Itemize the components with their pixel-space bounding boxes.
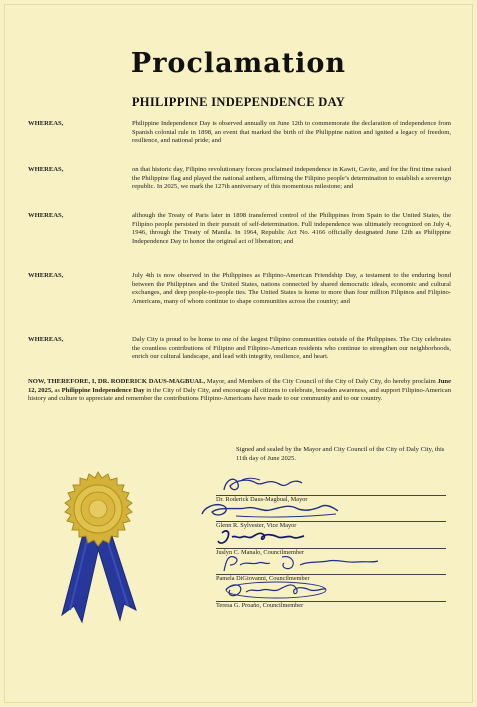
signatory-name: Teresa G. Proaño, Councilmember [216,602,304,609]
whereas-text: Philippine Independence Day is observed annually on June 12th to commemorate the declaration of independence from Spanish colonial rule in 1898, an event that marked the birth of the Philippine nation and ignited a legacy of freedom, resilience, and national pride; and [132,120,451,145]
whereas-text: Daly City is proud to be home to one of the largest Filipino communities outside of the Philippines. The City celebrates the countless contributions of Filipino and Filipino-American residents who continue to strengthen our neighborhoods, enrich our cultural landscape, and lead with integrity, resilience, and heart. [132,336,451,361]
whereas-label: WHEREAS, [28,212,64,219]
signatory-name: Pamela DiGiovanni, Councilmember [216,575,310,582]
page-title: Proclamation [130,48,347,79]
signature-block-councilmember-2 [196,553,446,582]
whereas-clause [28,212,451,247]
whereas-clause [28,336,451,362]
whereas-label: WHEREAS, [28,120,64,127]
whereas-text: on that historic day, Filipino revolutionary forces proclaimed independence in Kawit, Cavite, and for the first time raised the Philippine flag and played the national anthem, affirming the Filipino people’s determination to establish a sovereign republic. In 2025, we mark the 127th anniversary of this momentous milestone; and [132,166,451,191]
signature-block-councilmember-3 [196,580,446,609]
gold-seal-icon [40,470,160,630]
resolution-text: Mayor, and Members of the City Council of the City of Daly City, do hereby proclaim [205,378,438,385]
whereas-clause [28,166,451,192]
whereas-text: although the Treaty of Paris later in 1898 transferred control of the Philippines from Spain to the United States, the Filipino people persisted in their pursuit of self-determination. Full independence was ultimately recognized on July 4, 1946, through the Treaty of Manila. In 1964, Republic Act No. 4166 officially designated June 12th as Philippine Independence Day to honor the original act of liberation; and [132,212,451,246]
whereas-text: July 4th is now observed in the Philippines as Filipino-American Friendship Day, a testament to the enduring bond between the Philippines and the United States, nations connected by shared democratic ideals, economic and cultural exchanges, and deep people-to-people ties. The United States is home to more than four million Filipinos and Filipino-Americans, many of whom continue to shape communities across the country; and [132,272,451,306]
signature-block-councilmember-1 [196,527,446,556]
signatory-name: Glenn R. Sylvester, Vice Mayor [216,522,297,529]
signatory-name: Dr. Roderick Daus-Magbual, Mayor [216,496,308,503]
signature-block-mayor [196,474,446,503]
resolution-lead: NOW, THEREFORE, I, DR. RODERICK DAUS-MAGBUAL, [28,378,206,385]
whereas-clause [28,272,451,307]
resolution-text: in the City of Daly City, and encourage all citizens to celebrate, broaden awareness, and support Filipino-American history and culture to appreciate and remember the contributions Filipino-Americans have made to our community and to our country. [28,386,451,403]
signature-vice-mayor [196,500,446,520]
signature-mayor [196,474,446,494]
whereas-label: WHEREAS, [28,272,64,279]
signature-councilmember-2 [196,553,446,573]
resolution-text: as [52,386,62,394]
page-subtitle: PHILIPPINE INDEPENDENCE DAY [131,95,346,109]
resolution-day: Philippine Independence Day [61,386,145,394]
signatory-name: Juslyn C. Manalo, Councilmember [216,549,304,556]
whereas-label: WHEREAS, [28,166,64,173]
signature-councilmember-1 [196,527,446,547]
signed-statement: Signed and sealed by the Mayor and City Council of the City of Daly City, this 11th day of June 2025. [236,446,445,462]
resolution-date: June 12, 2025, [28,378,451,394]
signature-block-vice-mayor [196,500,446,529]
signature-councilmember-3 [196,580,446,600]
resolution-paragraph [28,378,451,404]
whereas-label: WHEREAS, [28,336,64,343]
whereas-clause [28,120,451,146]
